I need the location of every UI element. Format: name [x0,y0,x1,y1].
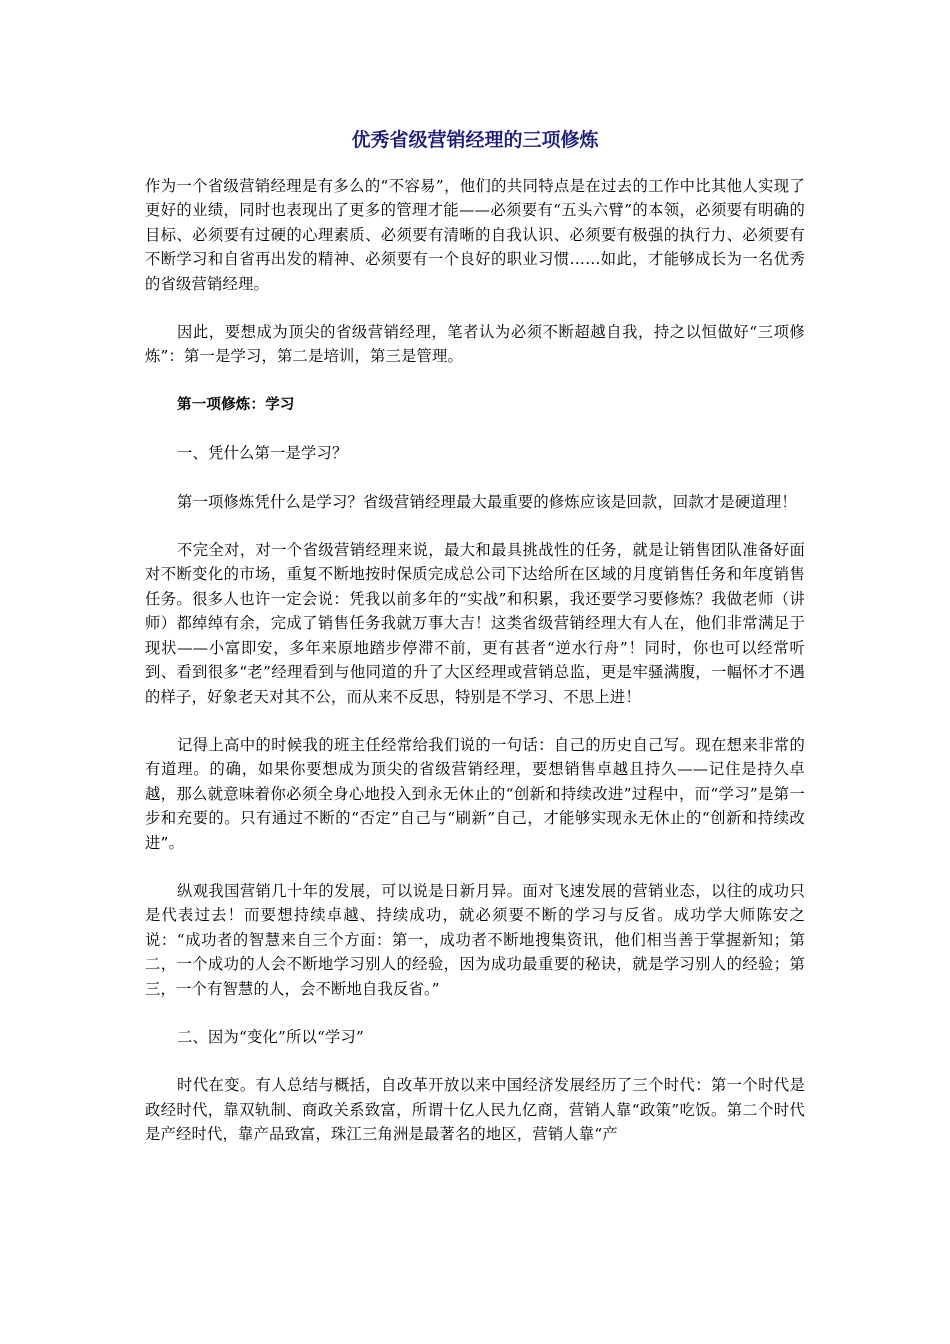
intro-paragraph: 作为一个省级营销经理是有多么的“不容易”，他们的共同特点是在过去的工作中比其他人实现了更好的业绩，同时也表现出了更多的管理才能——必须要有“五头六臂”的本领，必须要有明确的目标、必须要有过硬的心理素质、必须要有清晰的自我认识、必须要有极强的执行力、必须要有不断学习和自省再出发的精神、必须要有一个良好的职业习惯……如此，才能够成长为一名优秀的省级营销经理。 [145,177,805,293]
paragraph-history: 记得上高中的时候我的班主任经常给我们说的一句话：自己的历史自己写。现在想来非常的有道理。的确，如果你要想成为顶尖的省级营销经理，要想销售卓越且持久——记住是持久卓越，那么就意味着你必须全身心地投入到永无休止的“创新和持续改进”过程中，而“学习”是第一步和充要的。只有通过不断的“否定”自己与“刷新”自己，才能够实现永无休止的“创新和持续改进”。 [145,735,805,852]
document-title: 优秀省级营销经理的三项修炼 [351,129,599,151]
paragraph-question: 第一项修炼凭什么是学习？省级营销经理最大最重要的修炼应该是回款，回款才是硬道理！ [177,492,797,511]
paragraph-three-disciplines: 因此，要想成为顶尖的省级营销经理，笔者认为必须不断超越自我，持之以恒做好“三项修炼”：第一是学习，第二是培训，第三是管理。 [145,323,805,366]
document-page [145,128,805,1171]
paragraph-times-change: 时代在变。有人总结与概括，自改革开放以来中国经济发展经历了三个时代：第一个时代是政经时代，靠双轨制、商政关系致富，所谓十亿人民九亿商，营销人靠“政策”吃饭。第二个时代是产经时代，靠产品致富，珠江三角洲是最著名的地区，营销人靠“产 [145,1076,805,1144]
paragraph-challenge: 不完全对，对一个省级营销经理来说，最大和最具挑战性的任务，就是让销售团队准备好面对不断变化的市场，重复不断地按时保质完成总公司下达给所在区域的月度销售任务和年度销售任务。很多人也许一定会说：凭我以前多年的“实战”和积累，我还要学习要修炼？我做老师（讲师）都绰绰有余，完成了销售任务我就万事大吉！这类省级营销经理大有人在，他们非常满足于现状——小富即安，多年来原地踏步停滞不前，更有甚者“逆水行舟”！同时，你也可以经常听到、看到很多“老”经理看到与他同道的升了大区经理或营销总监，更是牢骚满腹，一幅怀才不遇的样子，好象老天对其不公，而从来不反思，特别是不学习、不思上进！ [145,541,805,706]
subheading-why-learning-first: 一、凭什么第一是学习？ [177,444,348,463]
paragraph-development: 纵观我国营销几十年的发展，可以说是日新月异。面对飞速发展的营销业态，以往的成功只是代表过去！而要想持续卓越、持续成功，就必须要不断的学习与反省。成功学大师陈安之说：“成功者的智慧来自三个方面：第一，成功者不断地搜集资讯，他们相当善于掌握新知；第二，一个成功的人会不断地学习别人的经验，因为成功最重要的秘诀，就是学习别人的经验；第三，一个有智慧的人，会不断地自我反省。” [145,881,805,998]
section-heading-learning: 第一项修炼：学习 [177,396,295,413]
subheading-change-learning: 二、因为“变化”所以“学习” [177,1027,365,1046]
